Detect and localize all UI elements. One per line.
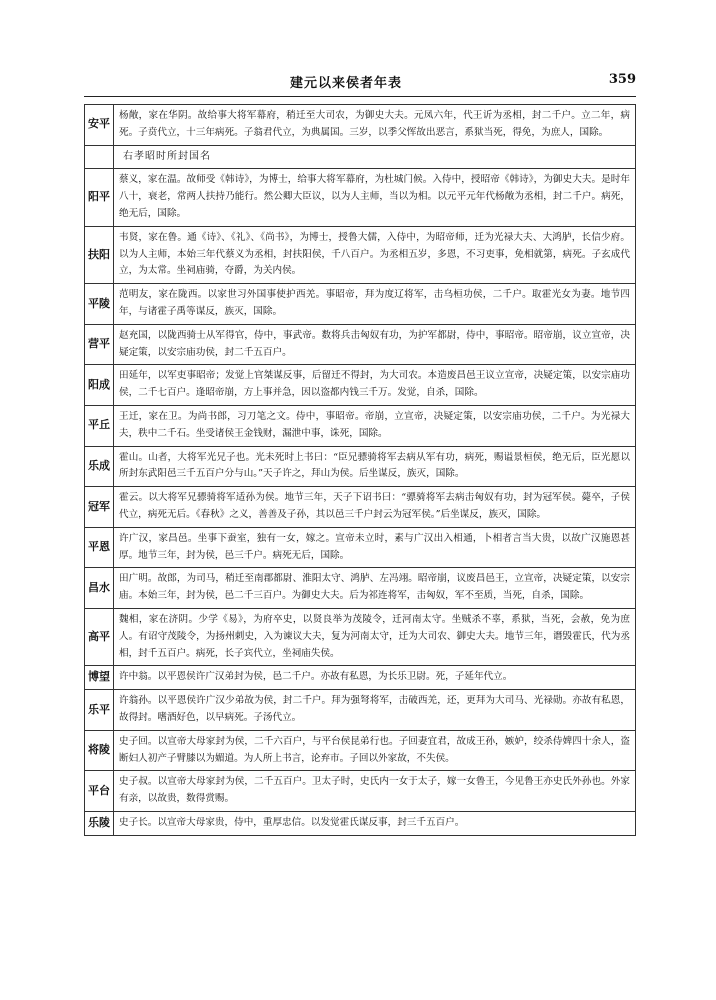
biography-text: 许中翁。以平恩侯许广汉弟封为侯，邑二千户。亦故有私恩，为长乐卫尉。死，子延年代立。	[114, 666, 636, 690]
place-name: 将陵	[85, 730, 114, 771]
biography-text: 韦贤，家在鲁。通《诗》、《礼》、《尚书》，为博士，授鲁大儒，入侍中，为昭帝师，迁为光禄大夫、大鸿胪，长信少府。以为人主师，本始三年代蔡义为丞相，封扶阳侯，千八百户。为丞相五岁，多恩，不习吏事，免相就第，病死。子玄成代立，为太常。坐祠庙骑，夺爵，为关内侯。	[114, 226, 636, 283]
biography-text: 田延年，以军吏事昭帝；发觉上官桀谋反事，后留迁不得封，为大司农。本造废昌邑王议立宣帝，决疑定策，以安宗庙功侯，二千七百户。逢昭帝崩，方上事并急，因以盗都内钱三千万。发觉，自杀，国除。	[114, 365, 636, 406]
marquis-table-body	[85, 105, 636, 836]
section-title: 右孝昭时所封国名	[123, 150, 211, 162]
marquis-table	[84, 104, 636, 836]
table-row	[85, 405, 636, 446]
biography-text: 霍山。山者，大将军光兄子也。光未死时上书曰：“臣兄骠骑将军去病从军有功，病死，赐谥景桓侯，绝无后，臣光愿以所封东武阳邑三千五百户分与山。”天子许之，拜山为侯。后坐谋反，族灭，国除。	[114, 446, 636, 487]
place-name: 乐陵	[85, 811, 114, 835]
table-row	[85, 608, 636, 665]
biography-text: 田广明。故郎，为司马，稍迁至南郡都尉、淮阳太守、鸿胪、左冯翊。昭帝崩，议废昌邑王，立宣帝，决疑定策，以安宗庙。本始三年，封为侯，邑二千三百户。为御史大夫。后为祁连将军，击匈奴，军不至质，当死，自杀，国除。	[114, 568, 636, 609]
running-title: 建元以来侯者年表	[290, 76, 403, 91]
section-title-cell	[114, 145, 636, 169]
biography-text: 魏相，家在济阴。少学《易》，为府卒史，以贤良举为茂陵令，迁河南太守。坐贼杀不辜，系狱，当死，会赦，免为庶人。有诏守茂陵令，为扬州刺史，入为谏议大夫，复为河南太守，迁为大司农、御史大夫。地节三年，谮毁霍氏，代为丞相，封千五百户。病死，长子宾代立，坐祠庙失侯。	[114, 608, 636, 665]
page-header	[84, 70, 636, 92]
place-name: 阳平	[85, 169, 114, 226]
page-number: 359	[608, 72, 636, 87]
place-name: 平台	[85, 771, 114, 812]
place-name: 平陵	[85, 284, 114, 325]
place-name: 乐成	[85, 446, 114, 487]
table-row	[85, 226, 636, 283]
place-name: 高平	[85, 608, 114, 665]
place-name: 乐平	[85, 690, 114, 731]
biography-text: 杨敞，家在华阴。故给事大将军幕府，稍迁至大司农，为御史大夫。元凤六年，代王䜣为丞相，封二千户。立二年，病死。子贲代立，十三年病死。子翁君代立，为典属国。三岁，以季父恽故出恶言，系狱当死，得免，为庶人，国除。	[114, 105, 636, 146]
table-row	[85, 324, 636, 365]
place-name: 阳成	[85, 365, 114, 406]
table-row	[85, 568, 636, 609]
place-name: 冠军	[85, 487, 114, 528]
table-row	[85, 105, 636, 146]
table-row	[85, 811, 636, 835]
place-name: 营平	[85, 324, 114, 365]
biography-text: 王迁，家在卫。为尚书郎，习刀笔之文。侍中，事昭帝。帝崩，立宣帝，决疑定策，以安宗庙功侯，二千户。为光禄大夫，秩中二千石。坐受诸侯王金钱财，漏泄中事，诛死，国除。	[114, 405, 636, 446]
table-row	[85, 666, 636, 690]
table-row	[85, 730, 636, 771]
place-name: 昌水	[85, 568, 114, 609]
table-row	[85, 487, 636, 528]
biography-text: 蔡义，家在温。故师受《韩诗》，为博士，给事大将军幕府，为杜城门候。入侍中，授昭帝《韩诗》，为御史大夫。是时年八十，衰老，常两人扶持乃能行。然公卿大臣议，以为人主师，当以为相。以元平元年代杨敞为丞相，封二千户。病死，绝无后，国除。	[114, 169, 636, 226]
biography-text: 赵充国，以陇西骑士从军得官，侍中，事武帝。数将兵击匈奴有功，为护军都尉，侍中，事昭帝。昭帝崩，议立宣帝，决疑定策，以安宗庙功侯，封二千五百户。	[114, 324, 636, 365]
section-header-row	[85, 145, 636, 169]
biography-text: 许广汉，家昌邑。坐事下蚕室，独有一女，嫁之。宣帝未立时，素与广汉出入相通，卜相者言当大贵，以故广汉施恩甚厚。地节三年，封为侯，邑三千户。病死无后，国除。	[114, 527, 636, 568]
place-name: 安平	[85, 105, 114, 146]
table-row	[85, 169, 636, 226]
biography-text: 范明友，家在陇西。以家世习外国事使护西羌。事昭帝，拜为度辽将军，击乌桓功侯，二千户。取霍光女为妻。地节四年，与诸霍子禹等谋反，族灭，国除。	[114, 284, 636, 325]
place-name: 平丘	[85, 405, 114, 446]
table-row	[85, 771, 636, 812]
table-row	[85, 527, 636, 568]
biography-text: 史子叔。以宣帝大母家封为侯，二千五百户。卫太子时，史氏内一女于太子，嫁一女鲁王，今见鲁王亦史氏外孙也。外家有亲，以故贵，数得赏赐。	[114, 771, 636, 812]
biography-text: 史子回。以宣帝大母家封为侯，二千六百户，与平台侯昆弟行也。子回妻宜君，故成王孙，嫉妒，绞杀侍婢四十余人，盗断妇人初产子臂膝以为媚道。为人所上书言，论弃市。子回以外家故，不失侯。	[114, 730, 636, 771]
table-row	[85, 690, 636, 731]
place-name: 博望	[85, 666, 114, 690]
biography-text: 许翁孙。以平恩侯许广汉少弟故为侯，封二千户。拜为强弩将军，击破西羌，还，更拜为大司马、光禄勋。亦故有私恩，故得封。嗜酒好色，以早病死。子汤代立。	[114, 690, 636, 731]
place-name: 扶阳	[85, 226, 114, 283]
biography-text: 霍云。以大将军兄骠骑将军适孙为侯。地节三年，天子下诏书曰：“骠骑将军去病击匈奴有功，封为冠军侯。薨卒，子侯代立，病死无后。《春秋》之义，善善及子孙，其以邑三千户封云为冠军侯。”后坐谋反，族灭，国除。	[114, 487, 636, 528]
table-row	[85, 365, 636, 406]
table-row	[85, 446, 636, 487]
biography-text: 史子长。以宣帝大母家贵，侍中，重厚忠信。以发觉霍氏谋反事，封三千五百户。	[114, 811, 636, 835]
table-row	[85, 284, 636, 325]
place-name: 平恩	[85, 527, 114, 568]
section-spacer	[85, 145, 114, 169]
header-rule	[84, 96, 636, 97]
